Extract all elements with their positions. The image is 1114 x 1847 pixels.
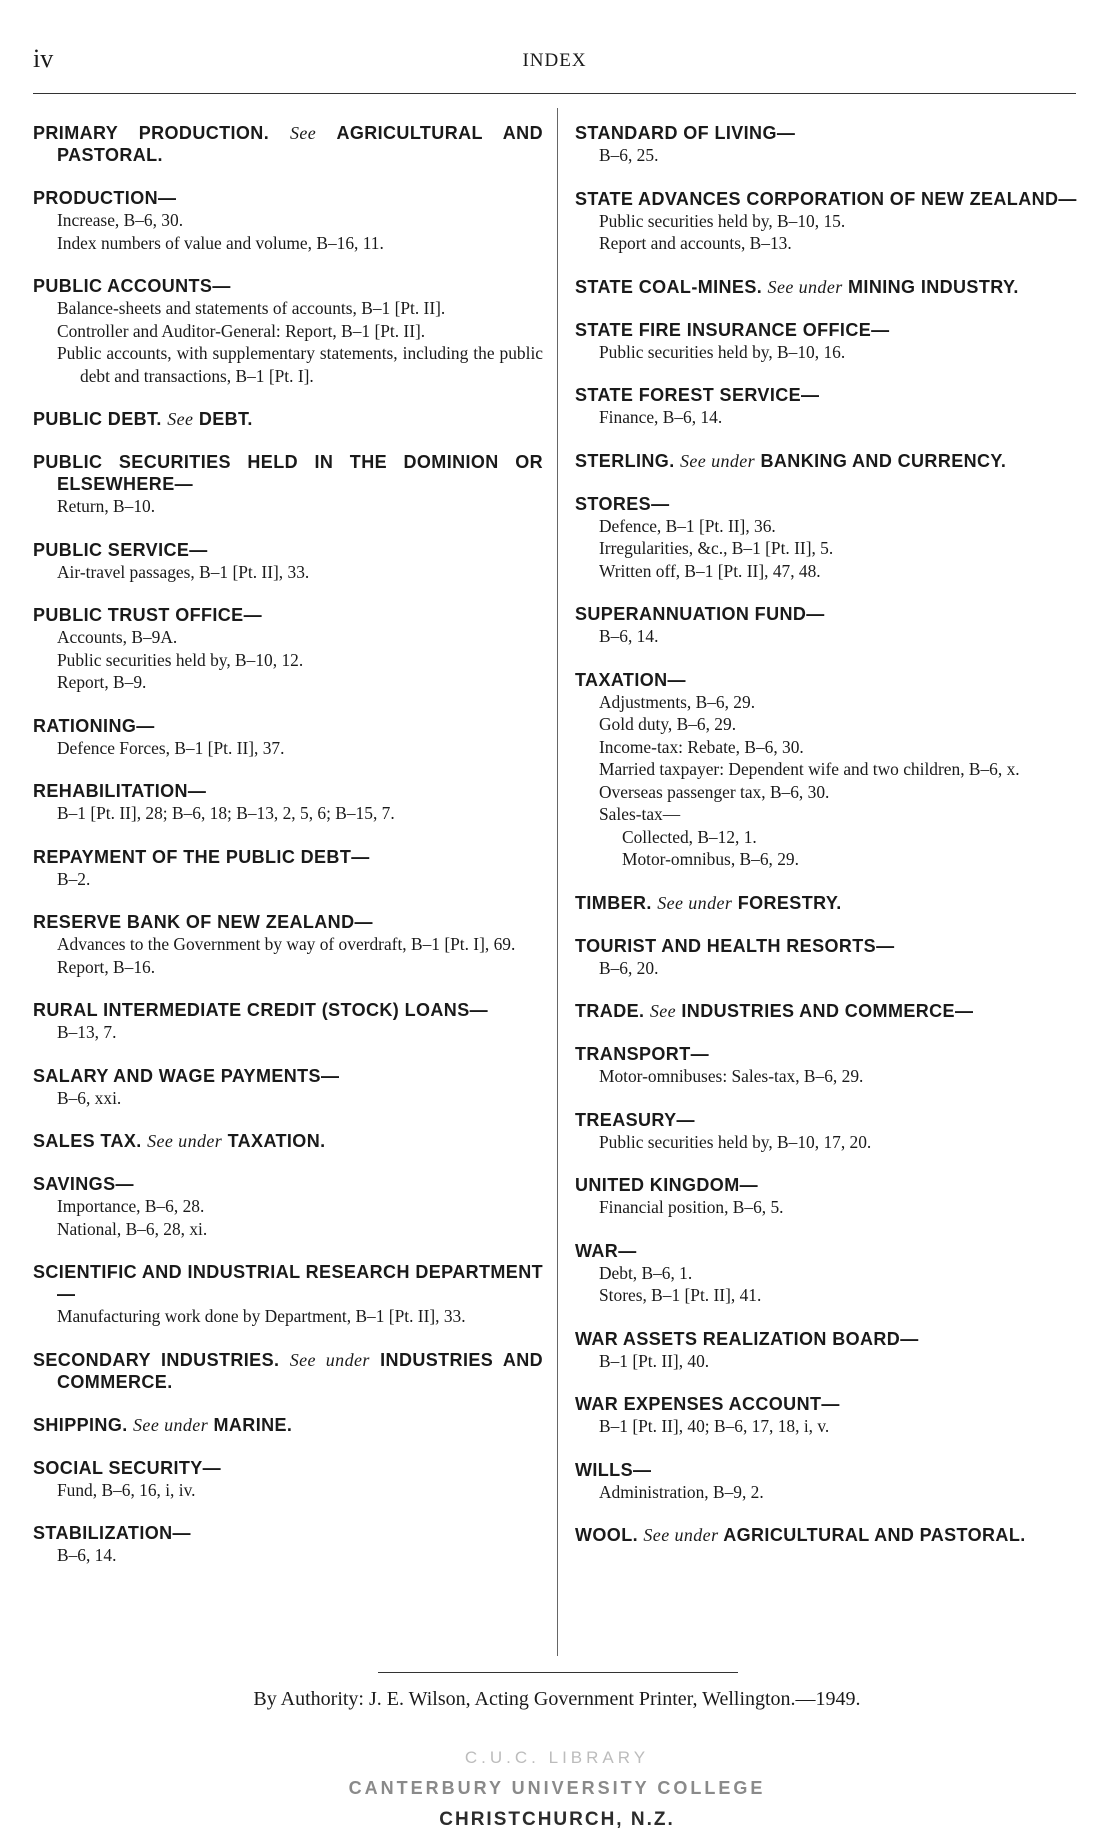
sub-entry: Controller and Auditor-General: Report, B–1 [Pt. II]. (57, 320, 426, 341)
page-title: INDEX (522, 50, 587, 71)
heading-text: SCIENTIFIC AND INDUSTRIAL RESEARCH DEPARTMENT— (33, 1262, 543, 1304)
index-entry (575, 603, 1078, 648)
index-entry (575, 892, 1078, 914)
entry-heading (575, 276, 1078, 298)
entry-heading (33, 408, 543, 430)
index-entry (33, 408, 543, 430)
sub-entry: Report, B–9. (57, 672, 147, 692)
sub-entry: Income-tax: Rebate, B–6, 30. (599, 736, 804, 757)
entry-heading (33, 275, 543, 297)
sub-sub-entry: Collected, B–12, 1. (622, 826, 757, 847)
entry-heading (33, 911, 543, 933)
index-entry (33, 846, 543, 891)
entry-heading (575, 1000, 1078, 1022)
entry-heading (33, 1349, 543, 1393)
sub-entry: Manufacturing work done by Department, B–1 [Pt. II], 33. (57, 1306, 466, 1326)
heading-text: PRIMARY PRODUCTION. (33, 123, 270, 143)
heading-text: SUPERANNUATION FUND— (575, 604, 825, 624)
sub-entry: Importance, B–6, 28. (57, 1196, 205, 1216)
entry-heading (575, 1393, 1078, 1415)
index-entry (575, 493, 1078, 583)
heading-text: WAR EXPENSES ACCOUNT— (575, 1394, 840, 1414)
entry-heading (33, 999, 543, 1021)
index-entry (33, 1261, 543, 1328)
index-entry (33, 451, 543, 518)
heading-text: SECONDARY INDUSTRIES. (33, 1349, 280, 1370)
heading-text: TOURIST AND HEALTH RESORTS— (575, 935, 895, 956)
index-entry (33, 187, 543, 254)
entry-heading (575, 892, 1078, 914)
entry-heading (575, 603, 1078, 625)
heading-text: WAR ASSETS REALIZATION BOARD— (575, 1328, 919, 1349)
sub-entry: Stores, B–1 [Pt. II], 41. (599, 1285, 762, 1305)
see-reference: See under (657, 892, 733, 913)
column-divider (557, 108, 558, 1656)
see-reference: See under (680, 450, 756, 471)
entry-heading (33, 539, 543, 561)
sub-entry: B–6, xxi. (57, 1087, 122, 1108)
entry-heading (33, 715, 543, 737)
entry-heading (33, 1130, 543, 1152)
sub-entry: B–6, 25. (599, 145, 659, 165)
sub-entry: B–6, 14. (57, 1545, 117, 1565)
sub-entry: Accounts, B–9A. (57, 627, 178, 647)
entry-heading (575, 450, 1078, 472)
entry-heading (33, 1522, 543, 1544)
entry-heading (33, 604, 543, 626)
heading-text: STERLING. (575, 450, 675, 471)
index-entry (33, 1130, 543, 1152)
sub-entry: B–1 [Pt. II], 28; B–6, 18; B–13, 2, 5, 6; B–15, 7. (57, 803, 395, 823)
index-entry (575, 1524, 1078, 1546)
heading-text: WOOL. (575, 1525, 638, 1545)
sub-entry: B–6, 14. (599, 626, 659, 646)
stamp-line-1: C.U.C. LIBRARY (464, 1748, 650, 1767)
sub-entry: B–2. (57, 868, 91, 889)
cross-reference: MARINE. (213, 1414, 293, 1435)
heading-text: REPAYMENT OF THE PUBLIC DEBT— (33, 846, 370, 867)
sub-entry: Report, B–16. (57, 956, 156, 977)
sub-entry: Increase, B–6, 30. (57, 210, 184, 230)
page-number: iv (33, 44, 54, 73)
heading-text: PUBLIC DEBT. (33, 409, 162, 429)
index-entry (33, 604, 543, 694)
heading-text: STATE FIRE INSURANCE OFFICE— (575, 319, 890, 340)
heading-text: STATE COAL-MINES. (575, 276, 763, 297)
index-entry (575, 1109, 1078, 1154)
heading-text: PUBLIC ACCOUNTS— (33, 276, 231, 296)
sub-entry: Defence, B–1 [Pt. II], 36. (599, 515, 776, 536)
entry-heading (575, 1240, 1078, 1262)
entry-heading (575, 935, 1078, 957)
index-entry (575, 1000, 1078, 1022)
entry-heading (575, 122, 1078, 144)
heading-text: RURAL INTERMEDIATE CREDIT (STOCK) LOANS— (33, 1000, 488, 1020)
sub-entry: Overseas passenger tax, B–6, 30. (599, 781, 830, 802)
entry-heading (575, 1524, 1078, 1546)
index-entry (575, 935, 1078, 980)
heading-text: SALARY AND WAGE PAYMENTS— (33, 1065, 340, 1086)
heading-text: PUBLIC SERVICE— (33, 539, 208, 560)
entry-heading (33, 1457, 543, 1479)
see-reference: See (649, 1001, 676, 1021)
sub-entry: Balance-sheets and statements of accounts, B–1 [Pt. II]. (57, 298, 446, 318)
heading-text: STABILIZATION— (33, 1523, 191, 1543)
entry-heading (575, 669, 1078, 691)
heading-text: TRANSPORT— (575, 1044, 709, 1064)
sub-entry: Married taxpayer: Dependent wife and two children, B–6, x. (599, 759, 1020, 779)
heading-text: WAR— (575, 1240, 637, 1261)
cross-reference: AGRICULTURAL AND PASTORAL. (723, 1525, 1026, 1545)
entry-heading (33, 1173, 543, 1195)
printer-imprint: By Authority: J. E. Wilson, Acting Government Printer, Wellington.—1949. (253, 1688, 861, 1710)
heading-text: PRODUCTION— (33, 188, 177, 208)
heading-text: STANDARD OF LIVING— (575, 123, 796, 143)
index-entry (33, 539, 543, 584)
index-entry (33, 275, 543, 387)
index-entry (575, 1328, 1078, 1373)
index-entry (575, 1174, 1078, 1219)
sub-entry: Public accounts, with supplementary statements, including the public debt and transactions, B–1 [Pt. I]. (57, 343, 543, 386)
entry-heading (575, 188, 1078, 210)
heading-text: SHIPPING. (33, 1414, 128, 1435)
sub-entry: B–1 [Pt. II], 40. (599, 1350, 710, 1371)
heading-text: RESERVE BANK OF NEW ZEALAND— (33, 912, 373, 932)
heading-text: STORES— (575, 493, 670, 514)
sub-entry: National, B–6, 28, xi. (57, 1218, 208, 1239)
library-stamp (0, 1742, 1114, 1835)
index-entry (575, 1393, 1078, 1438)
index-column-right (575, 122, 1078, 1567)
sub-entry: Gold duty, B–6, 29. (599, 714, 737, 734)
heading-text: WILLS— (575, 1459, 652, 1480)
index-entry (575, 669, 1078, 871)
stamp-line-2: CANTERBURY UNIVERSITY COLLEGE (348, 1778, 766, 1798)
index-entry (33, 780, 543, 825)
index-entry (575, 1459, 1078, 1504)
entry-heading (33, 780, 543, 802)
index-entry (33, 1457, 543, 1502)
entry-heading (33, 846, 543, 868)
entry-heading (575, 1043, 1078, 1065)
entry-heading (33, 122, 543, 166)
heading-text: STATE FOREST SERVICE— (575, 385, 820, 405)
cross-reference: AGRICULTURAL AND PASTORAL. (57, 123, 543, 165)
entry-heading (575, 1174, 1078, 1196)
sub-entry: Air-travel passages, B–1 [Pt. II], 33. (57, 561, 310, 582)
entry-heading (575, 319, 1078, 341)
sub-entry: Index numbers of value and volume, B–16, 11. (57, 232, 384, 253)
entry-heading (33, 451, 543, 495)
index-entry (575, 1043, 1078, 1088)
entry-heading (33, 1414, 543, 1436)
heading-text: RATIONING— (33, 715, 155, 736)
heading-text: TAXATION— (575, 669, 686, 690)
entry-heading (575, 1109, 1078, 1131)
heading-text: REHABILITATION— (33, 781, 207, 801)
heading-text: TIMBER. (575, 892, 652, 913)
sub-entry: B–13, 7. (57, 1022, 117, 1042)
sub-entry: Public securities held by, B–10, 16. (599, 341, 846, 362)
index-entry (33, 999, 543, 1044)
index-entry (33, 122, 543, 166)
entry-heading (575, 1328, 1078, 1350)
cross-reference: FORESTRY. (737, 892, 842, 913)
entry-heading (575, 384, 1078, 406)
sub-entry: Financial position, B–6, 5. (599, 1197, 784, 1217)
cross-reference: DEBT. (198, 409, 253, 429)
index-entry (575, 276, 1078, 298)
sub-entry: Public securities held by, B–10, 15. (599, 210, 846, 231)
sub-entry: Public securities held by, B–10, 17, 20. (599, 1131, 872, 1152)
index-column-left (33, 122, 543, 1588)
see-reference: See (167, 409, 194, 429)
sub-entry: Report and accounts, B–13. (599, 233, 792, 253)
sub-entry: Return, B–10. (57, 496, 156, 516)
entry-heading (33, 1261, 543, 1305)
index-entry (33, 1522, 543, 1567)
index-entry (575, 384, 1078, 429)
index-entry (33, 1349, 543, 1393)
heading-text: PUBLIC SECURITIES HELD IN THE DOMINION OR ELSEWHERE— (33, 452, 543, 494)
index-entry (575, 450, 1078, 472)
see-reference: See (290, 123, 317, 143)
header-rule (33, 93, 1076, 94)
heading-text: SALES TAX. (33, 1131, 142, 1151)
heading-text: UNITED KINGDOM— (575, 1175, 758, 1195)
entry-heading (33, 187, 543, 209)
cross-reference: INDUSTRIES AND COMMERCE— (681, 1001, 974, 1021)
sub-sub-entry: Motor-omnibus, B–6, 29. (622, 849, 799, 869)
see-reference: See under (289, 1349, 370, 1370)
heading-text: SOCIAL SECURITY— (33, 1457, 222, 1478)
sub-entry: B–6, 20. (599, 957, 659, 978)
sub-entry: Administration, B–9, 2. (599, 1481, 764, 1502)
sub-entry: Sales-tax— (599, 804, 681, 824)
index-entry (575, 1240, 1078, 1307)
entry-heading (575, 493, 1078, 515)
index-entry (33, 715, 543, 760)
sub-entry: Motor-omnibuses: Sales-tax, B–6, 29. (599, 1066, 864, 1086)
sub-entry: Irregularities, &c., B–1 [Pt. II], 5. (599, 538, 834, 558)
sub-entry: Debt, B–6, 1. (599, 1262, 693, 1283)
see-reference: See under (147, 1131, 223, 1151)
sub-entry: Public securities held by, B–10, 12. (57, 649, 304, 670)
cross-reference: MINING INDUSTRY. (848, 276, 1019, 297)
sub-entry: Defence Forces, B–1 [Pt. II], 37. (57, 737, 285, 758)
heading-text: TREASURY— (575, 1109, 695, 1130)
see-reference: See under (133, 1414, 209, 1435)
index-entry (33, 1173, 543, 1240)
heading-text: PUBLIC TRUST OFFICE— (33, 605, 262, 625)
sub-entry: Written off, B–1 [Pt. II], 47, 48. (599, 560, 821, 581)
index-entry (33, 1065, 543, 1110)
see-reference: See under (643, 1525, 719, 1545)
index-entry (575, 122, 1078, 167)
footer-rule (378, 1672, 738, 1673)
index-entry (575, 188, 1078, 255)
index-entry (575, 319, 1078, 364)
cross-reference: INDUSTRIES AND COMMERCE. (57, 1349, 544, 1392)
heading-text: STATE ADVANCES CORPORATION OF NEW ZEALAND— (575, 188, 1077, 209)
page-header (33, 44, 1076, 86)
heading-text: SAVINGS— (33, 1174, 134, 1194)
stamp-line-3: CHRISTCHURCH, N.Z. (439, 1809, 675, 1830)
see-reference: See under (767, 276, 843, 297)
entry-heading (33, 1065, 543, 1087)
index-entry (33, 1414, 543, 1436)
entry-heading (575, 1459, 1078, 1481)
sub-entry: Adjustments, B–6, 29. (599, 691, 756, 712)
sub-entry: Finance, B–6, 14. (599, 407, 723, 427)
sub-entry: Advances to the Government by way of overdraft, B–1 [Pt. I], 69. (57, 934, 516, 954)
cross-reference: BANKING AND CURRENCY. (760, 450, 1007, 471)
sub-entry: B–1 [Pt. II], 40; B–6, 17, 18, i, v. (599, 1416, 830, 1436)
sub-entry: Fund, B–6, 16, i, iv. (57, 1479, 196, 1500)
cross-reference: TAXATION. (227, 1131, 326, 1151)
index-entry (33, 911, 543, 978)
heading-text: TRADE. (575, 1001, 645, 1021)
